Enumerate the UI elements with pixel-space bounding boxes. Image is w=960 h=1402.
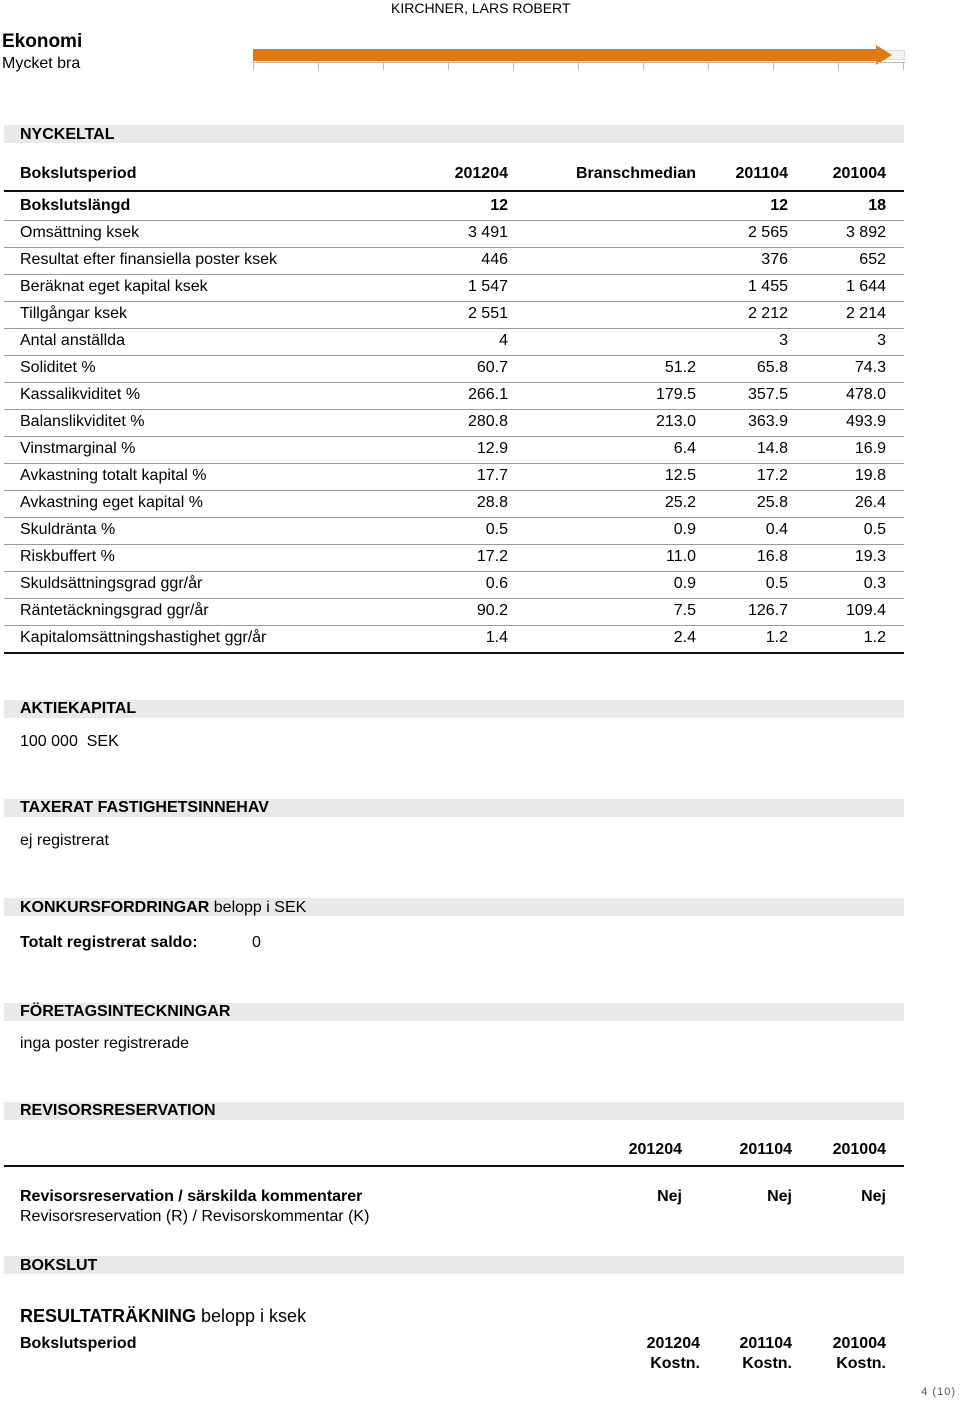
nyckeltal-cell: 376 [761, 251, 788, 268]
col-header-201104: 201104 [735, 165, 788, 182]
nyckeltal-cell: 18 [868, 197, 886, 214]
nyckeltal-cell: 25.8 [756, 494, 788, 511]
nyckeltal-cell: 12 [770, 197, 788, 214]
nyckeltal-cell: 1 455 [747, 278, 788, 295]
nyckeltal-cell: 65.8 [756, 359, 788, 376]
bokslut-period-label: Bokslutsperiod [20, 1335, 137, 1352]
nyckeltal-title: NYCKELTAL [20, 126, 115, 143]
nyckeltal-row-label: Soliditet % [20, 359, 96, 376]
konkurs-title-row [20, 899, 306, 917]
nyckeltal-row-label: Omsättning ksek [20, 224, 140, 241]
header-rule [4, 190, 904, 192]
nyckeltal-row-separator [4, 652, 904, 654]
nyckeltal-cell: 3 [779, 332, 788, 349]
bokslut-type-201004: Kostn. [836, 1355, 886, 1372]
aktiekapital-amount: 100 000 [20, 733, 78, 750]
bokslut-type-201204: Kostn. [650, 1355, 700, 1372]
nyckeltal-cell: 1.4 [485, 629, 508, 646]
revisor-value-201204: Nej [657, 1188, 682, 1205]
nyckeltal-cell: 493.9 [845, 413, 886, 430]
nyckeltal-cell: 363.9 [747, 413, 788, 430]
bokslut-subtitle: RESULTATRÄKNING [20, 1306, 196, 1326]
nyckeltal-cell: 109.4 [845, 602, 886, 619]
nyckeltal-cell: 126.7 [747, 602, 788, 619]
nyckeltal-row-separator [4, 571, 904, 572]
inteckningar-title: FÖRETAGSINTECKNINGAR [20, 1003, 231, 1020]
nyckeltal-row-label: Balanslikviditet % [20, 413, 145, 430]
bokslut-subtitle-row [20, 1306, 306, 1327]
nyckeltal-cell: 26.4 [854, 494, 886, 511]
nyckeltal-row-separator [4, 382, 904, 383]
nyckeltal-row-label: Skuldsättningsgrad ggr/år [20, 575, 203, 592]
nyckeltal-row-separator [4, 517, 904, 518]
col-header-branschmedian: Branschmedian [575, 165, 696, 182]
nyckeltal-row-separator [4, 625, 904, 626]
nyckeltal-cell: 3 [877, 332, 886, 349]
nyckeltal-row-label: Kassalikviditet % [20, 386, 141, 403]
inteckningar-value: inga poster registrerade [20, 1035, 189, 1052]
col-header-201004: 201004 [832, 165, 886, 182]
nyckeltal-cell: 2 565 [747, 224, 788, 241]
revisor-note: Revisorsreservation (R) / Revisorskommentar (K) [20, 1208, 370, 1225]
nyckeltal-row-label: Räntetäckningsgrad ggr/år [20, 602, 209, 619]
rating-bar [253, 46, 905, 70]
nyckeltal-row-separator [4, 355, 904, 356]
rating-bar-fill [253, 49, 878, 61]
nyckeltal-row-label: Beräknat eget kapital ksek [20, 278, 208, 295]
nyckeltal-cell: 446 [481, 251, 508, 268]
nyckeltal-row-separator [4, 409, 904, 410]
nyckeltal-cell: 0.9 [673, 521, 696, 538]
nyckeltal-row-label: Kapitalomsättningshastighet ggr/år [20, 629, 267, 646]
aktiekapital-value [20, 733, 119, 751]
konkurs-value: 0 [252, 934, 261, 951]
revisor-value-201004: Nej [861, 1188, 886, 1205]
nyckeltal-row-label: Bokslutslängd [20, 197, 131, 214]
nyckeltal-cell: 3 491 [467, 224, 508, 241]
nyckeltal-row-label: Riskbuffert % [20, 548, 115, 565]
nyckeltal-cell: 25.2 [664, 494, 696, 511]
nyckeltal-row-label: Avkastning totalt kapital % [20, 467, 207, 484]
nyckeltal-cell: 1.2 [863, 629, 886, 646]
nyckeltal-row-separator [4, 274, 904, 275]
nyckeltal-row-separator [4, 328, 904, 329]
taxerat-value: ej registrerat [20, 832, 109, 849]
nyckeltal-cell: 11.0 [666, 548, 696, 565]
nyckeltal-cell: 0.4 [765, 521, 788, 538]
revisor-value-201104: Nej [767, 1188, 792, 1205]
nyckeltal-cell: 0.5 [485, 521, 508, 538]
nyckeltal-cell: 12 [490, 197, 508, 214]
nyckeltal-row-separator [4, 463, 904, 464]
taxerat-title: TAXERAT FASTIGHETSINNEHAV [20, 799, 269, 816]
nyckeltal-cell: 16.8 [756, 548, 788, 565]
section-title: Ekonomi [2, 31, 83, 52]
nyckeltal-row-separator [4, 247, 904, 248]
nyckeltal-cell: 12.9 [476, 440, 508, 457]
nyckeltal-row-label: Resultat efter finansiella poster ksek [20, 251, 278, 268]
revisor-period-201004: 201004 [832, 1141, 886, 1158]
konkurs-title-suffix: belopp i SEK [213, 899, 307, 916]
revisor-row-label: Revisorsreservation / särskilda kommentarer [20, 1188, 363, 1205]
nyckeltal-cell: 7.5 [673, 602, 696, 619]
nyckeltal-cell: 280.8 [467, 413, 508, 430]
nyckeltal-cell: 6.4 [673, 440, 696, 457]
nyckeltal-cell: 19.8 [854, 467, 886, 484]
nyckeltal-cell: 16.9 [854, 440, 886, 457]
nyckeltal-cell: 2 214 [845, 305, 886, 322]
nyckeltal-row-label: Vinstmarginal % [20, 440, 136, 457]
nyckeltal-cell: 2 551 [467, 305, 508, 322]
nyckeltal-cell: 0.5 [765, 575, 788, 592]
nyckeltal-cell: 2.4 [673, 629, 696, 646]
nyckeltal-row-separator [4, 490, 904, 491]
nyckeltal-cell: 0.6 [485, 575, 508, 592]
page-number: 4 (10) [921, 1386, 956, 1398]
nyckeltal-cell: 28.8 [476, 494, 508, 511]
nyckeltal-cell: 0.9 [673, 575, 696, 592]
nyckeltal-bar [4, 125, 904, 143]
revisor-period-201204: 201204 [628, 1141, 682, 1158]
nyckeltal-cell: 2 212 [747, 305, 788, 322]
nyckeltal-cell: 357.5 [747, 386, 788, 403]
header-person: KIRCHNER, LARS ROBERT [391, 0, 571, 16]
nyckeltal-cell: 17.7 [476, 467, 508, 484]
bokslut-type-201104: Kostn. [742, 1355, 792, 1372]
nyckeltal-cell: 1 547 [467, 278, 508, 295]
nyckeltal-cell: 60.7 [476, 359, 508, 376]
nyckeltal-row-separator [4, 301, 904, 302]
aktiekapital-bar [4, 700, 904, 718]
nyckeltal-cell: 1.2 [765, 629, 788, 646]
nyckeltal-cell: 4 [499, 332, 508, 349]
nyckeltal-cell: 179.5 [655, 386, 696, 403]
nyckeltal-row-separator [4, 220, 904, 221]
konkurs-title: KONKURSFORDRINGAR [20, 899, 210, 916]
bokslut-period-201004: 201004 [832, 1335, 886, 1352]
col-header-period: Bokslutsperiod [20, 165, 137, 182]
nyckeltal-cell: 266.1 [467, 386, 508, 403]
nyckeltal-cell: 17.2 [476, 548, 508, 565]
nyckeltal-cell: 652 [859, 251, 886, 268]
nyckeltal-cell: 17.2 [756, 467, 788, 484]
aktiekapital-unit: SEK [86, 733, 119, 750]
nyckeltal-row-separator [4, 598, 904, 599]
col-header-201204: 201204 [454, 165, 508, 182]
nyckeltal-row-label: Skuldränta % [20, 521, 116, 538]
konkurs-label: Totalt registrerat saldo: [20, 934, 198, 951]
bokslut-title: BOKSLUT [20, 1257, 98, 1274]
rating-bar-scale [253, 62, 905, 70]
nyckeltal-cell: 19.3 [854, 548, 886, 565]
nyckeltal-cell: 51.2 [664, 359, 696, 376]
bokslut-period-201104: 201104 [739, 1335, 792, 1352]
bokslut-period-201204: 201204 [646, 1335, 700, 1352]
rating-text: Mycket bra [2, 55, 81, 72]
nyckeltal-row-separator [4, 436, 904, 437]
nyckeltal-cell: 1 644 [845, 278, 886, 295]
nyckeltal-cell: 74.3 [854, 359, 886, 376]
nyckeltal-cell: 12.5 [664, 467, 696, 484]
nyckeltal-cell: 0.3 [863, 575, 886, 592]
revisor-rule [4, 1165, 904, 1167]
bokslut-subtitle-suffix: belopp i ksek [201, 1306, 307, 1326]
nyckeltal-row-separator [4, 544, 904, 545]
nyckeltal-cell: 478.0 [845, 386, 886, 403]
nyckeltal-cell: 213.0 [655, 413, 696, 430]
nyckeltal-row-label: Avkastning eget kapital % [20, 494, 203, 511]
aktiekapital-title: AKTIEKAPITAL [20, 700, 137, 717]
revisor-title: REVISORSRESERVATION [20, 1102, 216, 1119]
nyckeltal-row-label: Antal anställda [20, 332, 125, 349]
bokslut-bar [4, 1256, 904, 1274]
nyckeltal-cell: 0.5 [863, 521, 886, 538]
nyckeltal-cell: 14.8 [756, 440, 788, 457]
nyckeltal-row-label: Tillgångar ksek [20, 305, 128, 322]
revisor-period-201104: 201104 [739, 1141, 792, 1158]
nyckeltal-cell: 90.2 [476, 602, 508, 619]
nyckeltal-cell: 3 892 [845, 224, 886, 241]
